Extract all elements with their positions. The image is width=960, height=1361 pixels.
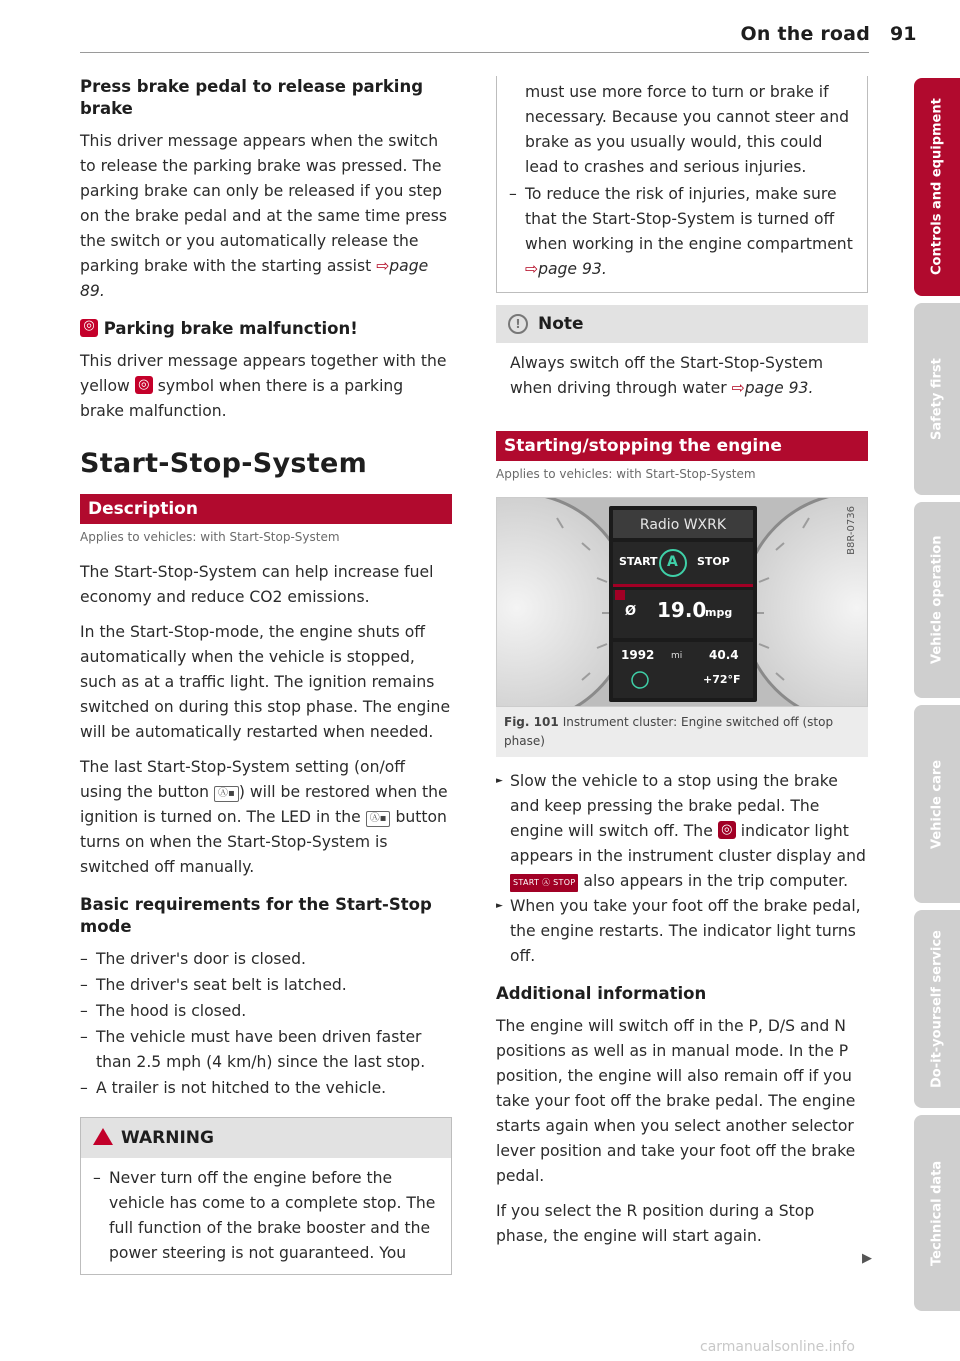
malfunction-heading: ◎ Parking brake malfunction! xyxy=(80,318,452,340)
list-item: – The hood is closed. xyxy=(80,999,452,1024)
tab-do-it-yourself-service[interactable]: Do-it-yourself service xyxy=(914,910,960,1108)
basic-requirements-heading: Basic requirements for the Start-Stop mode xyxy=(80,895,432,936)
page-ref[interactable]: ⇨page 89. xyxy=(80,257,429,300)
list-item: ► Slow the vehicle to a stop using the brake and keep pressing the brake pedal. The engine will switch off. The ◎ indicator light appears in the instrument cluster display and START Ⓐ STOP also appears in the trip computer. xyxy=(496,769,868,894)
radio-station-label: Radio WXRK xyxy=(639,517,727,533)
description-p1: The Start-Stop-System can help increase fuel economy and reduce CO2 emissions. xyxy=(80,563,434,606)
press-brake-text: This driver message appears when the switch to release the parking brake was pressed. The parking brake can only be released if you step on the brake pedal and at the same time press the switch or you automatically release the parking brake with the starting assist ⇨page 89. xyxy=(80,132,447,300)
instrument-cluster-figure xyxy=(496,497,868,707)
page-number: 91 xyxy=(890,23,917,45)
warning-continuation xyxy=(496,76,868,293)
figure-caption: Fig. 101 Instrument cluster: Engine switched off (stop phase) xyxy=(496,707,868,757)
warning-box xyxy=(80,1117,452,1275)
list-item: – The vehicle must have been driven faster than 2.5 mph (4 km/h) since the last stop. xyxy=(80,1025,452,1075)
tab-controls-and-equipment[interactable]: Controls and equipment xyxy=(914,78,960,296)
right-column xyxy=(496,76,868,1259)
continued-arrow-icon: ▶ xyxy=(862,1251,872,1266)
list-item: ► When you take your foot off the brake pedal, the engine restarts. The indicator light turns off. xyxy=(496,894,868,969)
tab-vehicle-care[interactable]: Vehicle care xyxy=(914,705,960,903)
warning-cont-text: must use more force to turn or brake if necessary. Because you cannot steer and brake as you usually would, this could lead to crashes and serious injuries. xyxy=(525,83,850,176)
start-stop-button-icon: Ⓐ▪ xyxy=(366,811,391,827)
additional-p1: The engine will switch off in the P, D/S and N positions as well as in manual mode. In the P position, the engine will also remain off if you take your foot off the brake pedal. The engine starts again when you select another selector lever position and take your foot off the brake pedal. xyxy=(496,1017,856,1185)
additional-info-heading: Additional information xyxy=(496,984,707,1003)
list-item: – A trailer is not hitched to the vehicle. xyxy=(80,1076,452,1101)
arrow-right-icon: ⇨ xyxy=(376,257,390,275)
warning-header: WARNING xyxy=(81,1118,451,1158)
start-stop-badge: START Ⓐ STOP xyxy=(510,874,578,892)
start-stop-button-icon: Ⓐ▪ xyxy=(214,786,239,802)
left-column xyxy=(80,76,452,1275)
tab-technical-data[interactable]: Technical data xyxy=(914,1115,960,1311)
malfunction-text: This driver message appears together with the yellow ◎ symbol when there is a parking brake malfunction. xyxy=(80,349,452,424)
list-item: – The driver's seat belt is latched. xyxy=(80,973,452,998)
arrow-right-icon: ⇨ xyxy=(525,260,539,278)
time-value: 40.4 xyxy=(709,648,739,662)
applies-text: Applies to vehicles: with Start-Stop-System xyxy=(496,467,756,481)
average-symbol: Ø xyxy=(625,604,637,619)
auto-icon: A xyxy=(667,554,678,570)
description-p2: In the Start-Stop-mode, the engine shuts off automatically when the vehicle is stopped, such as at a traffic light. The ignition remains switched on during this stop phase. The engine will be automatically restarted when needed. xyxy=(80,623,451,741)
description-bar: Description xyxy=(80,494,452,524)
note-box xyxy=(496,305,868,415)
warning-item: – Never turn off the engine before the vehicle has come to a complete stop. The full function of the brake booster and the power steering is not guaranteed. You xyxy=(93,1166,441,1266)
section-title: Start-Stop-System xyxy=(80,448,368,479)
note-info-icon: ! xyxy=(508,314,528,334)
mpg-value: 19.0 xyxy=(657,598,707,622)
tab-vehicle-operation[interactable]: Vehicle operation xyxy=(914,502,960,698)
watermark: carmanualsonline.info xyxy=(700,1339,855,1355)
parking-brake-icon xyxy=(80,319,98,337)
mpg-unit: mpg xyxy=(705,606,733,619)
list-item: – The driver's door is closed. xyxy=(80,947,452,972)
running-header-title: On the road xyxy=(740,23,870,45)
warning-triangle-icon xyxy=(93,1128,113,1145)
parking-brake-icon xyxy=(135,376,153,394)
chapter-tabs xyxy=(914,78,960,1318)
page-ref[interactable]: ⇨page 93. xyxy=(525,260,607,278)
start-stop-indicator-icon xyxy=(718,821,736,839)
distance-unit: mi xyxy=(671,651,683,661)
arrow-right-icon: ⇨ xyxy=(731,379,745,397)
description-p3: The last Start-Stop-System setting (on/off using the button Ⓐ▪ ) will be restored when the ignition is turned on. The LED in the Ⓐ▪ button turns on when the Start-Stop-System is switched off manually. xyxy=(80,758,448,876)
press-brake-heading: Press brake pedal to release parking brake xyxy=(80,77,424,118)
warning-item: – To reduce the risk of injuries, make sure that the Start-Stop-System is turned off when working in the engine compartment ⇨page 93. xyxy=(509,182,857,282)
applies-text: Applies to vehicles: with Start-Stop-System xyxy=(80,530,340,544)
tab-safety-first[interactable]: Safety first xyxy=(914,303,960,495)
stop-label: STOP xyxy=(697,555,730,568)
steps-list xyxy=(496,769,868,969)
note-text: Always switch off the Start-Stop-System when driving through water ⇨page 93. xyxy=(510,354,824,397)
figure-code: B8R-0736 xyxy=(846,506,857,555)
start-label: START xyxy=(619,555,658,568)
additional-p2: If you select the R position during a Stop phase, the engine will start again. xyxy=(496,1202,815,1245)
header-rule xyxy=(80,52,869,53)
distance-value: 1992 xyxy=(621,648,655,662)
outside-temp: +72°F xyxy=(703,673,741,686)
page-ref[interactable]: ⇨page 93. xyxy=(731,379,814,397)
note-header: ! Note xyxy=(496,305,868,343)
starting-stopping-bar: Starting/stopping the engine xyxy=(496,431,868,461)
requirements-list xyxy=(80,947,452,1101)
